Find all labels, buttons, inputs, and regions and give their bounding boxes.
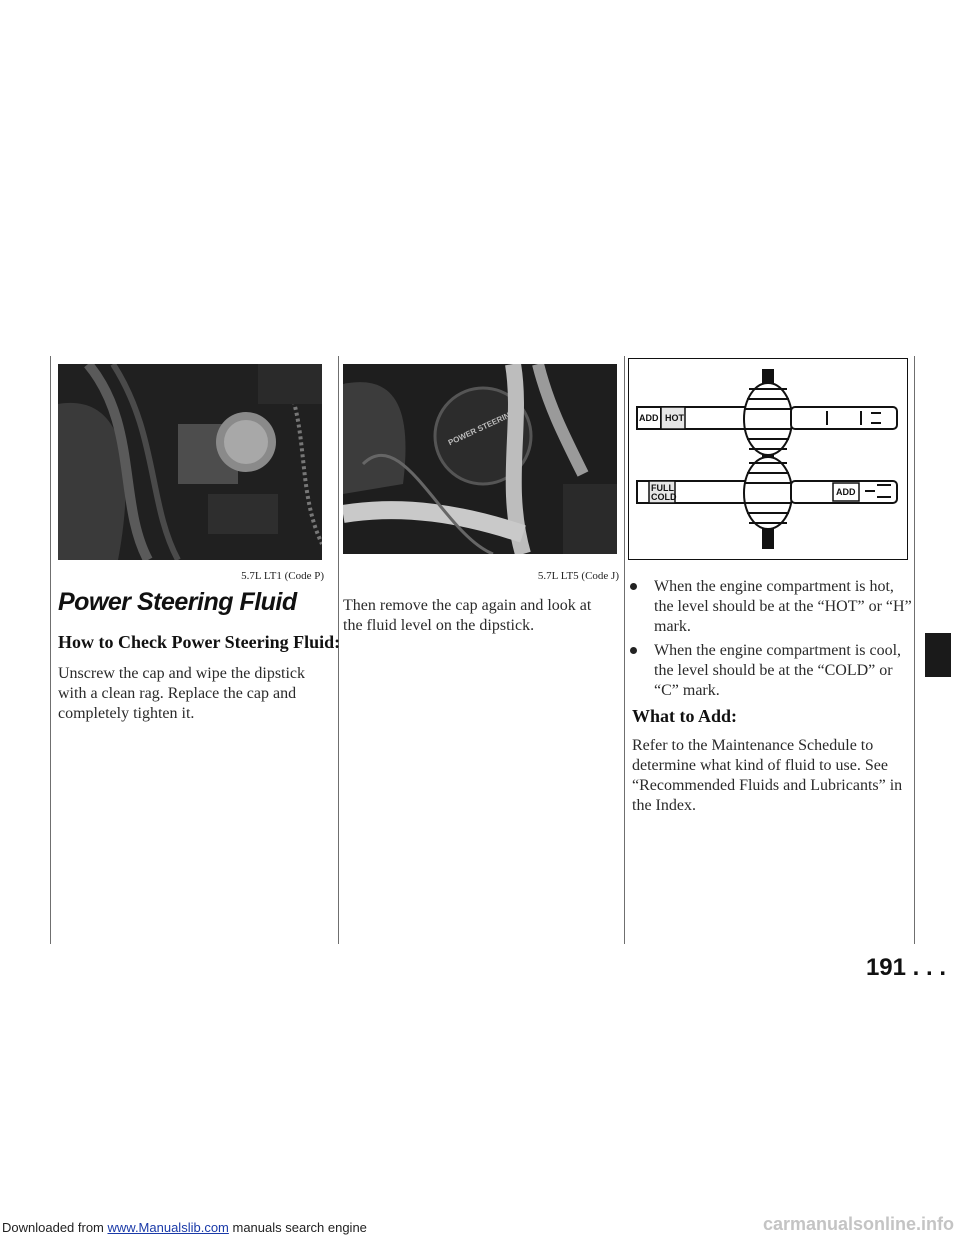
dipstick-diagram-drawing xyxy=(629,359,907,559)
section-title: Power Steering Fluid xyxy=(58,588,297,616)
footer-link[interactable]: www.Manualslib.com xyxy=(107,1220,229,1235)
bullet-dot xyxy=(630,647,637,654)
how-to-heading: How to Check Power Steering Fluid: xyxy=(58,632,341,652)
column-rule-left xyxy=(50,356,51,944)
bullet-hot-text: When the engine compartment is hot, the level should be at the “HOT” or “H” mark. xyxy=(654,578,912,635)
dipstick-label-add-top: ADD xyxy=(639,413,659,423)
dipstick-label-hot: HOT xyxy=(665,413,684,423)
footer-source xyxy=(2,1220,367,1235)
column-rule-right xyxy=(624,356,625,944)
engine-photo-lt5 xyxy=(343,364,617,554)
photo-caption-lt1: 5.7L LT1 (Code P) xyxy=(241,570,324,582)
reservoir-cap-label: POWER STEERING xyxy=(446,408,518,448)
how-to-body: Unscrew the cap and wipe the dipstick with a clean rag. Replace the cap and completely tighten it. xyxy=(58,665,306,722)
page-number: 191 . . . xyxy=(865,954,946,981)
middle-body: Then remove the cap again and look at the fluid level on the dipstick. xyxy=(343,597,592,634)
bullet-cold xyxy=(632,641,917,701)
footer-suffix: manuals search engine xyxy=(228,1220,367,1235)
bullet-dot xyxy=(630,583,637,590)
bullet-cold-text: When the engine compartment is cool, the level should be at the “COLD” or “C” mark. xyxy=(654,642,902,699)
dipstick-label-add-bottom: ADD xyxy=(836,487,856,497)
bullet-hot xyxy=(632,577,917,637)
what-to-add-body: Refer to the Maintenance Schedule to determine what kind of fluid to use. See “Recommended Fluids and Lubricants” in the Index. xyxy=(632,737,903,814)
dipstick-label-cold: COLD xyxy=(651,492,677,502)
footer-watermark: carmanualsonline.info xyxy=(762,1214,954,1234)
section-tab-marker xyxy=(925,633,951,677)
engine-photo-lt1 xyxy=(58,364,322,560)
dipstick-diagram xyxy=(628,358,908,560)
photo-caption-lt5: 5.7L LT5 (Code J) xyxy=(537,570,619,582)
what-to-add-heading: What to Add: xyxy=(632,706,738,726)
footer-prefix: Downloaded from xyxy=(2,1220,108,1235)
dipstick-label-full: FULL xyxy=(651,483,674,493)
